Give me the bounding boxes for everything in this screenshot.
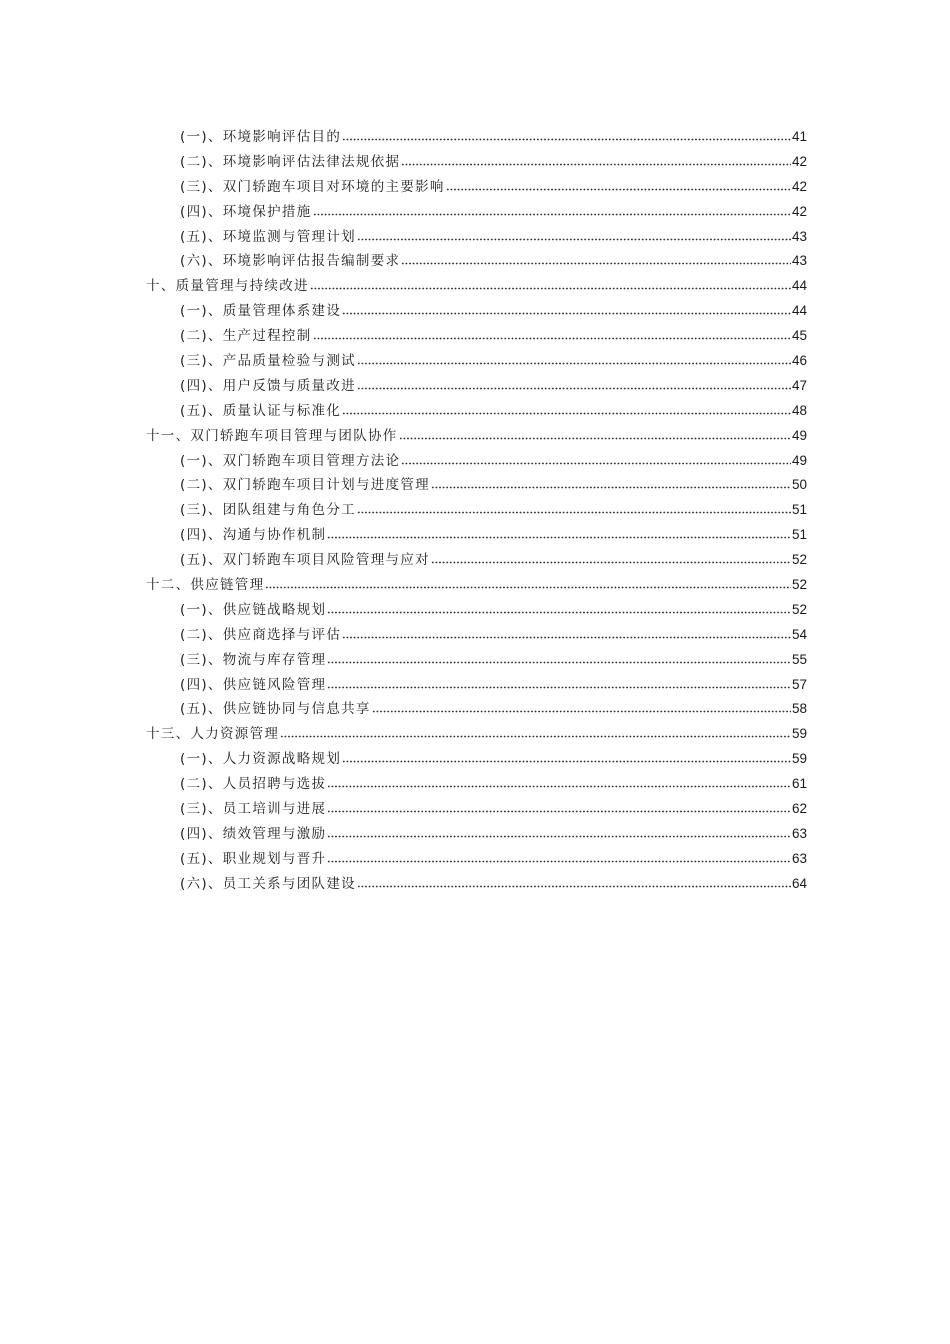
toc-dot-leader (327, 834, 791, 838)
toc-section-entry[interactable] (146, 399, 807, 424)
toc-page-number: 52 (791, 601, 807, 617)
toc-page-number: 58 (791, 701, 807, 717)
toc-entry-title: (四)、沟通与协作机制 (180, 527, 327, 544)
toc-page-number: 51 (791, 527, 807, 543)
toc-section-entry[interactable] (146, 498, 807, 523)
toc-entry-title: (三)、物流与库存管理 (180, 651, 327, 668)
toc-page-number: 43 (791, 253, 807, 269)
toc-page-number: 42 (791, 203, 807, 219)
toc-chapter-entry[interactable] (146, 722, 807, 747)
toc-entry-title: 十、质量管理与持续改进 (146, 278, 309, 295)
toc-entry-title: (一)、供应链战略规划 (180, 601, 327, 618)
toc-entry-title: (三)、产品质量检验与测试 (180, 353, 356, 370)
toc-page-number: 43 (791, 228, 807, 244)
toc-section-entry[interactable] (146, 598, 807, 623)
toc-section-entry[interactable] (146, 747, 807, 772)
toc-entry-title: (二)、供应商选择与评估 (180, 626, 342, 643)
toc-entry-title: (一)、质量管理体系建设 (180, 303, 342, 320)
toc-dot-leader (265, 585, 791, 589)
toc-dot-leader (401, 162, 791, 166)
toc-entry-title: (四)、用户反馈与质量改进 (180, 377, 356, 394)
toc-entry-title: (六)、环境影响评估报告编制要求 (180, 253, 401, 270)
toc-section-entry[interactable] (146, 374, 807, 399)
toc-dot-leader (357, 884, 791, 888)
toc-page-number: 62 (791, 801, 807, 817)
toc-entry-title: (一)、人力资源战略规划 (180, 751, 342, 768)
toc-dot-leader (446, 187, 791, 191)
toc-dot-leader (313, 336, 791, 340)
toc-dot-leader (399, 436, 791, 440)
toc-entry-title: (五)、职业规划与晋升 (180, 850, 327, 867)
toc-section-entry[interactable] (146, 648, 807, 673)
toc-entry-title: (六)、员工关系与团队建设 (180, 875, 356, 892)
toc-dot-leader (310, 286, 791, 290)
toc-dot-leader (342, 137, 791, 141)
toc-section-entry[interactable] (146, 772, 807, 797)
toc-section-entry[interactable] (146, 150, 807, 175)
toc-page-number: 42 (791, 178, 807, 194)
toc-section-entry[interactable] (146, 175, 807, 200)
toc-section-entry[interactable] (146, 548, 807, 573)
toc-page-number: 63 (791, 825, 807, 841)
toc-dot-leader (357, 361, 791, 365)
toc-page-number: 61 (791, 776, 807, 792)
toc-section-entry[interactable] (146, 225, 807, 250)
toc-page-number: 54 (791, 626, 807, 642)
toc-section-entry[interactable] (146, 125, 807, 150)
toc-section-entry[interactable] (146, 349, 807, 374)
toc-entry-title: (五)、环境监测与管理计划 (180, 228, 356, 245)
toc-chapter-entry[interactable] (146, 424, 807, 449)
toc-entry-title: (三)、团队组建与角色分工 (180, 502, 356, 519)
toc-page-number: 52 (791, 577, 807, 593)
toc-entry-title: (二)、生产过程控制 (180, 328, 312, 345)
toc-page-number: 42 (791, 153, 807, 169)
toc-page-number: 49 (791, 452, 807, 468)
toc-dot-leader (327, 535, 791, 539)
toc-dot-leader (327, 784, 791, 788)
toc-page-number: 46 (791, 353, 807, 369)
toc-entry-title: (一)、环境影响评估目的 (180, 129, 342, 145)
toc-dot-leader (327, 859, 791, 863)
toc-section-entry[interactable] (146, 673, 807, 698)
toc-dot-leader (342, 311, 791, 315)
toc-section-entry[interactable] (146, 200, 807, 225)
toc-dot-leader (342, 759, 791, 763)
toc-dot-leader (327, 809, 791, 813)
toc-section-entry[interactable] (146, 797, 807, 822)
toc-entry-title: (一)、双门轿跑车项目管理方法论 (180, 452, 401, 469)
toc-section-entry[interactable] (146, 299, 807, 324)
toc-entry-title: (二)、环境影响评估法律法规依据 (180, 153, 401, 170)
toc-entry-title: 十三、人力资源管理 (146, 726, 280, 743)
toc-page-number: 50 (791, 477, 807, 493)
toc-entry-title: (四)、环境保护措施 (180, 203, 312, 220)
toc-page-number: 52 (791, 552, 807, 568)
toc-dot-leader (342, 411, 791, 415)
toc-page-number: 44 (791, 278, 807, 294)
toc-dot-leader (357, 510, 791, 514)
toc-section-entry[interactable] (146, 523, 807, 548)
toc-chapter-entry[interactable] (146, 573, 807, 598)
toc-dot-leader (401, 461, 791, 465)
toc-dot-leader (401, 261, 791, 265)
toc-section-entry[interactable] (146, 623, 807, 648)
toc-entry-title: (四)、供应链风险管理 (180, 676, 327, 693)
toc-section-entry[interactable] (146, 473, 807, 498)
toc-entry-title: (五)、双门轿跑车项目风险管理与应对 (180, 552, 430, 569)
toc-section-entry[interactable] (146, 822, 807, 847)
toc-page-number: 41 (791, 129, 807, 144)
toc-page-number: 51 (791, 502, 807, 518)
toc-dot-leader (327, 660, 791, 664)
toc-page-number: 48 (791, 402, 807, 418)
toc-entry-title: (三)、双门轿跑车项目对环境的主要影响 (180, 178, 445, 195)
toc-page-number: 64 (791, 875, 807, 891)
toc-page-number: 45 (791, 328, 807, 344)
toc-section-entry[interactable] (146, 249, 807, 274)
toc-section-entry[interactable] (146, 847, 807, 872)
toc-chapter-entry[interactable] (146, 274, 807, 299)
toc-page-number: 59 (791, 751, 807, 767)
toc-entry-title: (五)、质量认证与标准化 (180, 402, 342, 419)
toc-dot-leader (313, 212, 791, 216)
toc-page-number: 55 (791, 651, 807, 667)
toc-section-entry[interactable] (146, 872, 807, 897)
toc-page-number: 59 (791, 726, 807, 742)
toc-entry-title: (三)、员工培训与进展 (180, 801, 327, 818)
toc-entry-title: (二)、双门轿跑车项目计划与进度管理 (180, 477, 430, 494)
toc-dot-leader (327, 610, 791, 614)
toc-section-entry[interactable] (146, 697, 807, 722)
toc-page-number: 57 (791, 676, 807, 692)
toc-page-number: 47 (791, 377, 807, 393)
toc-dot-leader (327, 685, 791, 689)
toc-page-number: 44 (791, 303, 807, 319)
toc-page-number: 49 (791, 427, 807, 443)
toc-entry-title: 十一、双门轿跑车项目管理与团队协作 (146, 427, 398, 444)
toc-entry-title: 十二、供应链管理 (146, 577, 265, 594)
toc-dot-leader (342, 635, 791, 639)
toc-section-entry[interactable] (146, 324, 807, 349)
toc-dot-leader (357, 386, 791, 390)
toc-entry-title: (二)、人员招聘与选拔 (180, 776, 327, 793)
toc-dot-leader (431, 485, 791, 489)
toc-page-number: 63 (791, 850, 807, 866)
toc-dot-leader (280, 734, 791, 738)
toc-dot-leader (431, 560, 791, 564)
toc-dot-leader (372, 709, 791, 713)
toc-dot-leader (357, 237, 791, 241)
toc-entry-title: (五)、供应链协同与信息共享 (180, 701, 371, 718)
table-of-contents (146, 125, 807, 897)
toc-entry-title: (四)、绩效管理与激励 (180, 825, 327, 842)
toc-section-entry[interactable] (146, 449, 807, 474)
